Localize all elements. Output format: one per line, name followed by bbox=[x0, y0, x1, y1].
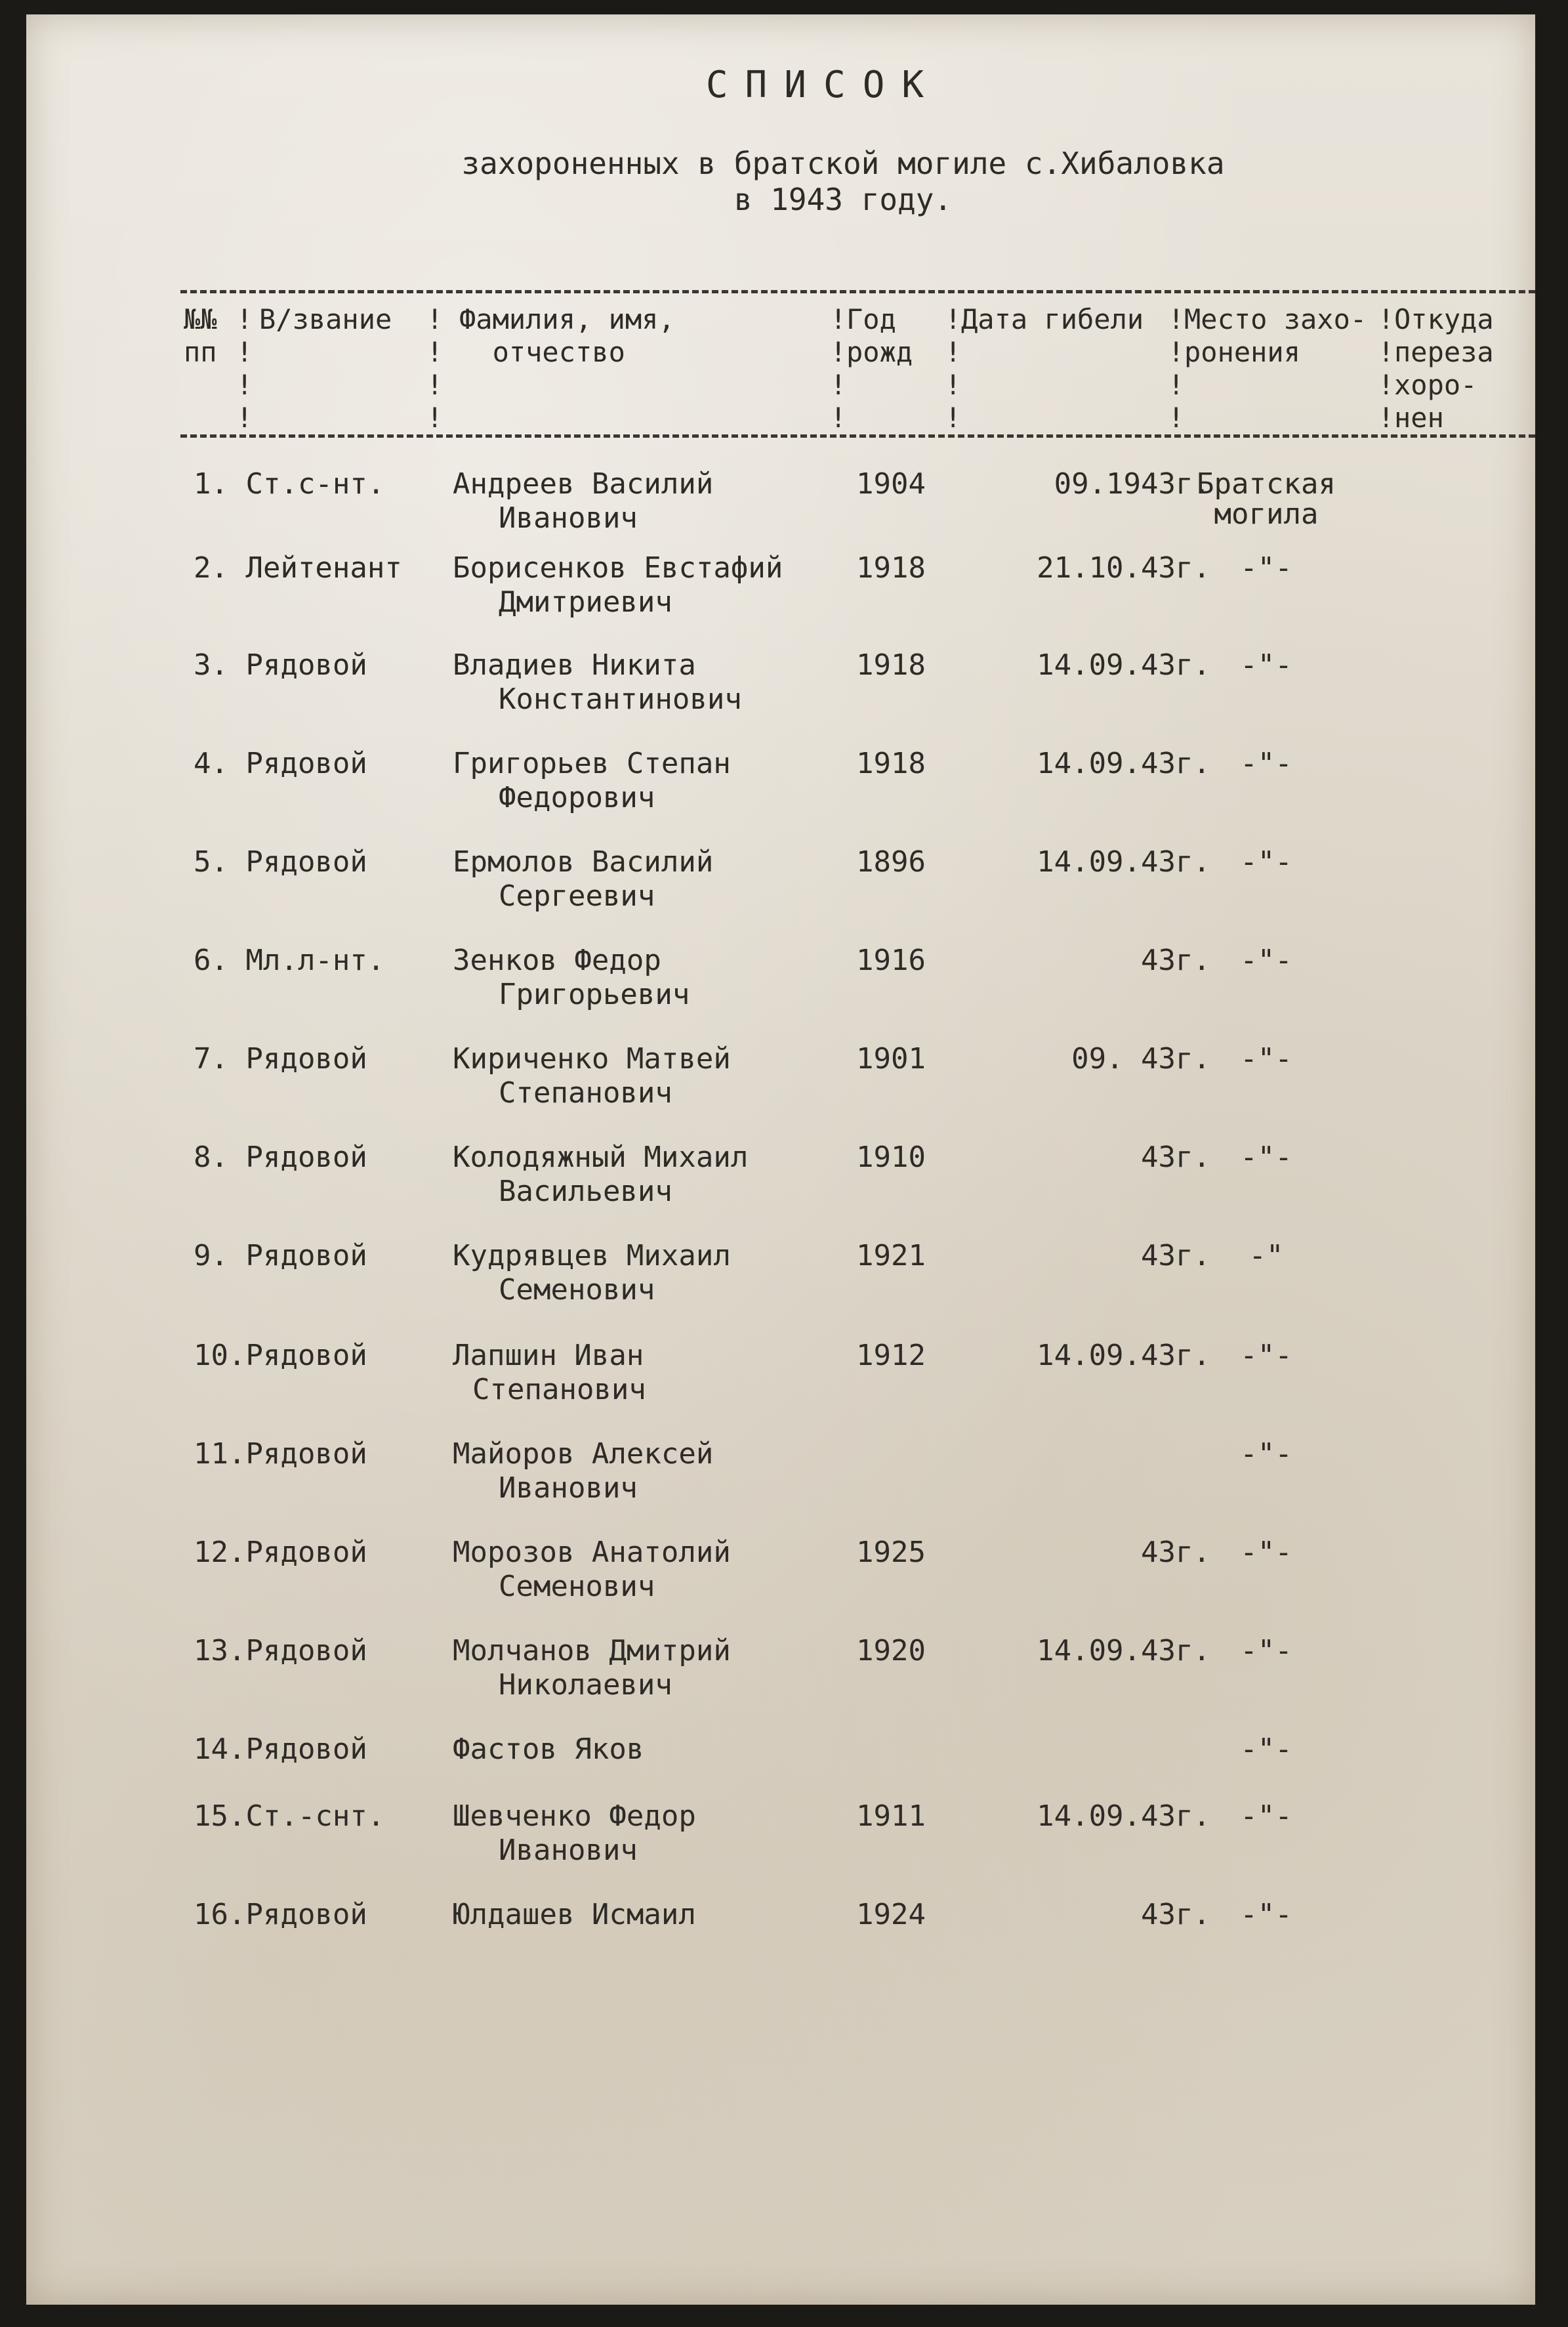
row-surname: Борисенков Евстафий bbox=[453, 551, 783, 585]
row-date: 43г. bbox=[1141, 1239, 1210, 1272]
row-place: Братская bbox=[1197, 467, 1336, 501]
table-row bbox=[26, 1437, 1535, 1529]
row-patronymic: Константинович bbox=[499, 682, 742, 716]
row-surname: Лапшин Иван bbox=[453, 1339, 644, 1372]
row-rank: 16.Рядовой bbox=[194, 1898, 367, 1931]
row-date: 14.09.43г. bbox=[1037, 845, 1210, 879]
row-surname: Молчанов Дмитрий bbox=[453, 1634, 731, 1667]
row-place: -"- bbox=[1240, 747, 1292, 780]
row-rank: 2. Лейтенант bbox=[194, 551, 402, 585]
row-rank: 13.Рядовой bbox=[194, 1634, 367, 1667]
row-year: 1918 bbox=[856, 747, 926, 780]
row-place: -"- bbox=[1240, 1732, 1292, 1766]
row-surname: Колодяжный Михаил bbox=[453, 1141, 749, 1174]
header-from: Откуда переза хоро- нен bbox=[1394, 303, 1494, 434]
row-surname: Майоров Алексей bbox=[453, 1437, 714, 1471]
row-rank: 10.Рядовой bbox=[194, 1339, 367, 1372]
row-rank: 6. Мл.л-нт. bbox=[194, 944, 385, 977]
row-rank: 11.Рядовой bbox=[194, 1437, 367, 1471]
row-place: -"- bbox=[1240, 1042, 1292, 1076]
row-date: 14.09.43г. bbox=[1037, 1799, 1210, 1833]
row-patronymic: Дмитриевич bbox=[499, 585, 672, 619]
row-year: 1924 bbox=[856, 1898, 926, 1931]
row-rank: 7. Рядовой bbox=[194, 1042, 367, 1076]
row-year: 1918 bbox=[856, 648, 926, 682]
table-row bbox=[26, 1042, 1535, 1134]
row-surname: Андреев Василий bbox=[453, 467, 714, 501]
row-date: 21.10.43г. bbox=[1037, 551, 1210, 585]
row-patronymic: Григорьевич bbox=[499, 978, 690, 1011]
row-year: 1920 bbox=[856, 1634, 926, 1667]
row-date: 14.09.43г. bbox=[1037, 1634, 1210, 1667]
row-place: -" bbox=[1248, 1239, 1284, 1272]
header-divider: ! ! ! ! bbox=[236, 303, 253, 434]
table-header-rule bbox=[180, 434, 1535, 438]
row-rank: 9. Рядовой bbox=[194, 1239, 367, 1272]
row-rank: 5. Рядовой bbox=[194, 845, 367, 879]
row-patronymic: Федорович bbox=[499, 781, 655, 814]
row-place: -"- bbox=[1240, 845, 1292, 879]
header-divider: ! ! ! ! bbox=[426, 303, 444, 434]
table-row bbox=[26, 1141, 1535, 1232]
header-date: Дата гибели bbox=[961, 303, 1144, 335]
row-place: -"- bbox=[1240, 1898, 1292, 1931]
table-row bbox=[26, 1239, 1535, 1331]
row-place: -"- bbox=[1240, 1437, 1292, 1471]
header-year: Год рожд bbox=[846, 303, 913, 368]
row-year: 1918 bbox=[856, 551, 926, 585]
table-row bbox=[26, 648, 1535, 740]
header-place: Место захо- ронения bbox=[1184, 303, 1367, 368]
document-title: СПИСОК bbox=[705, 64, 941, 106]
row-surname: Юлдашев Исмаил bbox=[453, 1898, 696, 1931]
row-patronymic: Иванович bbox=[499, 501, 638, 535]
table-row bbox=[26, 1799, 1535, 1891]
row-place: -"- bbox=[1240, 648, 1292, 682]
row-date: 09.1943г. bbox=[1054, 467, 1210, 501]
row-place: -"- bbox=[1240, 551, 1292, 585]
row-surname: Зенков Федор bbox=[453, 944, 661, 977]
table-row bbox=[26, 747, 1535, 839]
row-place-line2: могила bbox=[1214, 497, 1319, 531]
document-subtitle-line1: захороненных в братской могиле с.Хибаловка bbox=[461, 146, 1225, 181]
row-year: 1921 bbox=[856, 1239, 926, 1272]
header-divider: ! ! ! ! bbox=[830, 303, 847, 434]
table-top-rule bbox=[180, 290, 1535, 293]
row-surname: Морозов Анатолий bbox=[453, 1536, 731, 1569]
row-place: -"- bbox=[1240, 1339, 1292, 1372]
row-date: 14.09.43г. bbox=[1037, 648, 1210, 682]
table-row bbox=[26, 845, 1535, 937]
row-date: 43г. bbox=[1141, 1141, 1210, 1174]
row-surname: Ермолов Василий bbox=[453, 845, 714, 879]
table-row bbox=[26, 1536, 1535, 1627]
row-surname: Шевченко Федор bbox=[453, 1799, 696, 1833]
row-place: -"- bbox=[1240, 1536, 1292, 1569]
table-row bbox=[26, 1898, 1535, 1990]
row-rank: 3. Рядовой bbox=[194, 648, 367, 682]
document-page bbox=[26, 14, 1535, 2305]
row-rank: 4. Рядовой bbox=[194, 747, 367, 780]
header-rank: В/звание bbox=[259, 303, 392, 335]
row-year: 1904 bbox=[856, 467, 926, 501]
row-rank: 15.Ст.-снт. bbox=[194, 1799, 385, 1833]
row-surname: Григорьев Степан bbox=[453, 747, 731, 780]
row-place: -"- bbox=[1240, 1799, 1292, 1833]
row-year: 1912 bbox=[856, 1339, 926, 1372]
row-year: 1901 bbox=[856, 1042, 926, 1076]
row-date: 14.09.43г. bbox=[1037, 1339, 1210, 1372]
row-rank: 12.Рядовой bbox=[194, 1536, 367, 1569]
row-year: 1925 bbox=[856, 1536, 926, 1569]
table-row bbox=[26, 467, 1535, 559]
row-place: -"- bbox=[1240, 1634, 1292, 1667]
table-row bbox=[26, 551, 1535, 643]
row-place: -"- bbox=[1240, 944, 1292, 977]
row-surname: Владиев Никита bbox=[453, 648, 696, 682]
row-patronymic: Иванович bbox=[499, 1834, 638, 1867]
row-patronymic: Степанович bbox=[472, 1373, 646, 1406]
row-year: 1916 bbox=[856, 944, 926, 977]
header-divider: ! ! ! ! bbox=[1378, 303, 1395, 434]
row-patronymic: Степанович bbox=[499, 1076, 672, 1110]
row-date: 43г. bbox=[1141, 944, 1210, 977]
row-year: 1910 bbox=[856, 1141, 926, 1174]
row-surname: Фастов Яков bbox=[453, 1732, 644, 1766]
row-date: 14.09.43г. bbox=[1037, 747, 1210, 780]
row-rank: 1. Ст.с-нт. bbox=[194, 467, 385, 501]
row-rank: 8. Рядовой bbox=[194, 1141, 367, 1174]
row-date: 43г. bbox=[1141, 1536, 1210, 1569]
row-surname: Кудрявцев Михаил bbox=[453, 1239, 731, 1272]
table-row bbox=[26, 1634, 1535, 1726]
row-rank: 14.Рядовой bbox=[194, 1732, 367, 1766]
row-patronymic: Семенович bbox=[499, 1273, 655, 1307]
row-patronymic: Васильевич bbox=[499, 1175, 672, 1208]
row-year: 1911 bbox=[856, 1799, 926, 1833]
header-divider: ! ! ! ! bbox=[1168, 303, 1185, 434]
row-patronymic: Иванович bbox=[499, 1471, 638, 1505]
table-row bbox=[26, 944, 1535, 1036]
row-place: -"- bbox=[1240, 1141, 1292, 1174]
header-divider: ! ! ! ! bbox=[945, 303, 962, 434]
header-num: №№ пп bbox=[184, 303, 217, 368]
table-row bbox=[26, 1339, 1535, 1431]
row-year: 1896 bbox=[856, 845, 926, 879]
row-date: 43г. bbox=[1141, 1898, 1210, 1931]
row-patronymic: Семенович bbox=[499, 1570, 655, 1603]
document-subtitle-line2: в 1943 году. bbox=[733, 182, 953, 217]
row-date: 09. 43г. bbox=[1071, 1042, 1210, 1076]
header-name: Фамилия, имя, отчество bbox=[459, 303, 675, 368]
row-patronymic: Николаевич bbox=[499, 1668, 672, 1702]
row-patronymic: Сергеевич bbox=[499, 879, 655, 913]
row-surname: Кириченко Матвей bbox=[453, 1042, 731, 1076]
